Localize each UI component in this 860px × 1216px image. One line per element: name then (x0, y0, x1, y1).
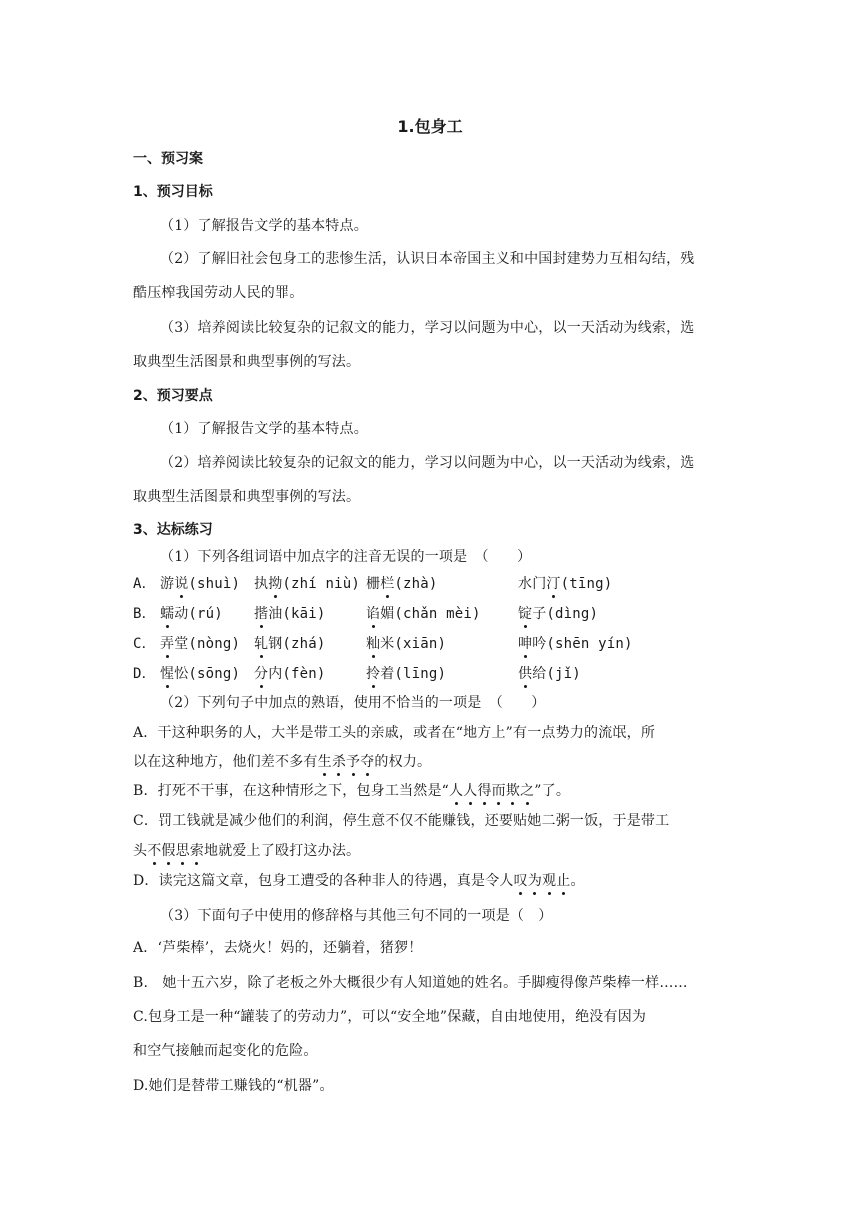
emphasis-char: 人 (463, 780, 477, 800)
q2-b-prefix: B．打死不干事，在这种情形之下，包身工当然是“ (133, 783, 450, 799)
q1-option-label: C． (133, 636, 156, 652)
q2-option-c-text: C．罚工钱就是减少他们的利润，停生意不仅不能赚钱，还要贴她二粥一饭，于是带工 (133, 813, 670, 829)
q1-option-label: D． (133, 666, 156, 682)
q1-option-label: B． (133, 606, 156, 622)
emphasis-char: 人 (449, 780, 463, 800)
q1-option-word: 轧钢(zhá) (254, 633, 326, 653)
subheading-key-points: 2、预习要点 (133, 388, 213, 404)
q1-option-word: 供给(jǐ) (518, 663, 581, 683)
q2-d-prefix: D．读完这篇文章，包身工遭受的各种非人的待遇，真是令人 (133, 873, 514, 889)
q2-a-prefix: 以在这种地方，他们差不多有 (133, 754, 318, 770)
goal-3-line-2: 取典型生活图景和典型事例的写法。 (133, 354, 361, 370)
goal-3-text: （3）培养阅读比较复杂的记叙文的能力，学习以问题为中心，以一天活动为线索，选 (160, 320, 695, 336)
q1-option-word: 分内(fèn) (254, 663, 326, 683)
emphasis-char: 夺 (360, 751, 374, 771)
q2-c-suffix: 地就爱上了殴打这办法。 (204, 843, 361, 859)
q1-option-word: 惺忪(sōng) (160, 663, 240, 683)
q1-option-word: 栅栏(zhà) (366, 573, 438, 593)
goal-2-line-1 (160, 248, 730, 268)
q1-option-word: 呻吟(shēn yín) (518, 633, 633, 653)
goal-3-line-1 (160, 317, 730, 337)
q2-d-suffix: 。 (570, 873, 585, 889)
q1-option-word: 籼米(xiān) (366, 633, 446, 653)
q2-option-d (133, 870, 585, 890)
q3-option-d: D.她们是替带工赚钱的“机器”。 (133, 1078, 334, 1094)
q1-option-word: 锭子(dìng) (518, 603, 598, 623)
emphasis-char: 而 (492, 780, 506, 800)
question-2: （2）下列句子中加点的熟语，使用不恰当的一项是 （ ） (160, 695, 546, 711)
q2-c-prefix: 头 (133, 843, 148, 859)
emphasis-char: 之 (520, 780, 534, 800)
q3-option-b: B. 她十五六岁，除了老板之外大概很少有人知道她的姓名。手脚瘦得像芦柴棒一样…… (133, 975, 688, 991)
emphasis-char: 叹 (514, 870, 528, 890)
q3-option-c-line-1 (133, 1006, 730, 1026)
q1-option-word: 游说(shuì) (160, 573, 240, 593)
q2-option-c-line-2 (133, 840, 360, 860)
q2-c-dotted-idiom (147, 843, 204, 859)
q3-option-c-line-2: 和空气接触而起变化的危险。 (133, 1043, 318, 1059)
emphasis-char: 为 (528, 870, 542, 890)
q1-option-word: 执拗(zhí niù) (254, 573, 360, 593)
q1-option-word: 拎着(līng) (366, 663, 446, 683)
q2-a-suffix: 的权力。 (374, 754, 432, 770)
emphasis-char: 思 (176, 840, 190, 860)
emphasis-char: 得 (477, 780, 491, 800)
goal-2-text: （2）了解旧社会包身工的悲惨生活，认识日本帝国主义和中国封建势力互相勾结，残 (160, 251, 695, 267)
q1-option-word: 水门汀(tīng) (518, 573, 612, 593)
subheading-exercises: 3、达标练习 (133, 522, 213, 538)
subheading-goals: 1、预习目标 (133, 184, 213, 200)
emphasis-char: 索 (190, 840, 204, 860)
point-2-line-2: 取典型生活图景和典型事例的写法。 (133, 489, 361, 505)
q2-b-dotted-idiom (449, 783, 534, 799)
emphasis-char: 杀 (332, 751, 346, 771)
q2-option-b (133, 780, 570, 800)
emphasis-char: 欺 (506, 780, 520, 800)
question-1: （1）下列各组词语中加点字的注音无误的一项是 （ ） (160, 549, 532, 565)
q1-option-word: 弄堂(nòng) (160, 633, 240, 653)
q2-option-c-line-1 (133, 810, 730, 830)
emphasis-char: 观 (542, 870, 556, 890)
goal-1: （1）了解报告文学的基本特点。 (160, 218, 368, 234)
goal-2-line-2: 酷压榨我国劳动人民的罪。 (133, 285, 304, 301)
point-2-line-1 (160, 452, 730, 472)
q1-option-word: 谄媚(chǎn mèi) (366, 603, 481, 623)
point-2-text: （2）培养阅读比较复杂的记叙文的能力，学习以问题为中心，以一天活动为线索，选 (160, 455, 695, 471)
emphasis-char: 予 (346, 751, 360, 771)
emphasis-char: 生 (318, 751, 332, 771)
q1-option-word: 蠕动(rú) (160, 603, 223, 623)
section-heading-preview: 一、预习案 (133, 151, 203, 167)
question-3: （3）下面句子中使用的修辞格与其他三句不同的一项是（ ） (160, 908, 553, 924)
q3-option-c-text: C.包身工是一种“罐装了的劳动力”，可以“安全地”保藏，自由地使用，绝没有因为 (133, 1009, 647, 1025)
q1-option-label: A． (133, 576, 156, 592)
q2-b-suffix: ”了。 (534, 783, 571, 799)
emphasis-char: 不 (147, 840, 161, 860)
point-1: （1）了解报告文学的基本特点。 (160, 421, 368, 437)
q2-option-a-line-2 (133, 751, 431, 771)
emphasis-char: 止 (556, 870, 570, 890)
q1-option-word: 揩油(kāi) (254, 603, 326, 623)
q3-option-a: A．‘芦柴棒’，去烧火！妈的，还躺着，猪猡！ (133, 940, 423, 956)
q2-a-dotted-idiom (318, 754, 375, 770)
q2-d-dotted-idiom (514, 873, 571, 889)
emphasis-char: 假 (161, 840, 175, 860)
page-title: 1.包身工 (397, 117, 463, 136)
q2-option-a-line-1 (133, 722, 730, 742)
q2-option-a-text: A．干这种职务的人，大半是带工头的亲戚，或者在“地方上”有一点势力的流氓，所 (133, 725, 656, 741)
